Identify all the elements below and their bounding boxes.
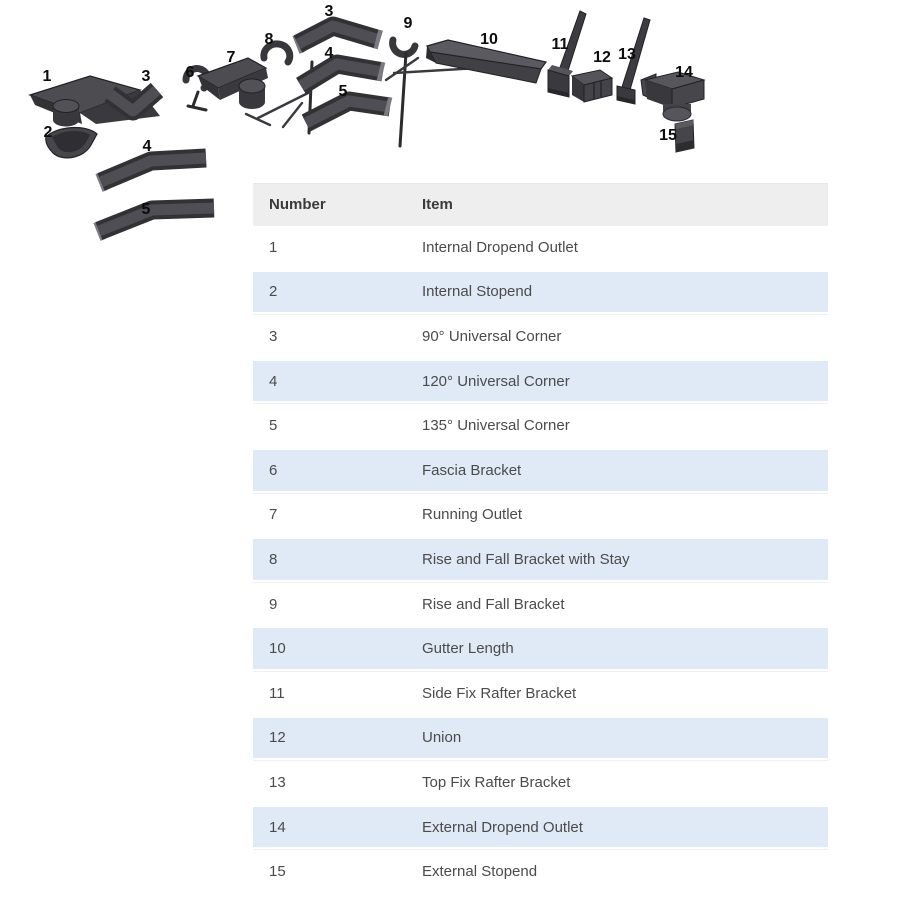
- table-row: [253, 537, 828, 582]
- part-label-external-dropend-outlet: 14: [675, 64, 693, 81]
- row-number-cell: 3: [269, 327, 278, 345]
- table-row: [253, 582, 828, 627]
- row-item-cell: Running Outlet: [422, 506, 523, 524]
- part-label-rise-and-fall-bracket-with-stay: 8: [264, 31, 274, 48]
- row-item-cell: Fascia Bracket: [422, 461, 522, 479]
- external-dropend-outlet-illustration: [641, 72, 704, 121]
- row-number-cell: 7: [269, 506, 278, 524]
- row-number-cell: 8: [269, 550, 278, 568]
- table-row: [253, 760, 828, 805]
- table-row: [253, 225, 828, 270]
- table-row: [253, 626, 828, 671]
- parts-table: [253, 183, 828, 894]
- part-label-internal-dropend-outlet: 1: [42, 68, 52, 85]
- row-number-cell: 2: [269, 283, 278, 301]
- header-item: Item: [422, 196, 453, 213]
- part-label-internal-stopend: 2: [43, 124, 53, 141]
- row-number-cell: 1: [269, 238, 278, 256]
- row-number-cell: 11: [269, 684, 285, 702]
- part-label-fascia-bracket: 6: [185, 64, 195, 81]
- row-number-cell: 15: [269, 863, 286, 881]
- part-label-135-universal-corner-left: 5: [141, 201, 151, 218]
- part-label-external-stopend: 15: [659, 127, 677, 144]
- corner-120-illustration: [301, 64, 383, 86]
- table-row: [253, 716, 828, 761]
- part-label-120-universal-corner: 4: [324, 45, 334, 62]
- part-label-top-fix-rafter-bracket: 13: [618, 46, 636, 63]
- table-row: [253, 403, 828, 448]
- union-illustration: [572, 70, 612, 102]
- table-row: [253, 805, 828, 850]
- table-row: [253, 270, 828, 315]
- table-row: [253, 314, 828, 359]
- table-row: [253, 493, 828, 538]
- corner-135-illustration: [306, 101, 390, 123]
- part-label-90-universal-corner-left: 3: [141, 68, 151, 85]
- corner-120-left-illustration: [99, 158, 206, 183]
- row-item-cell: Rise and Fall Bracket: [422, 595, 565, 613]
- row-item-cell: External Stopend: [422, 863, 538, 881]
- part-label-running-outlet: 7: [226, 49, 236, 66]
- gutter-length-illustration: [426, 40, 546, 83]
- part-label-90-universal-corner: 3: [324, 3, 334, 20]
- row-number-cell: 5: [269, 417, 278, 435]
- part-label-135-universal-corner: 5: [338, 83, 348, 100]
- row-number-cell: 10: [269, 640, 286, 658]
- internal-stopend-illustration: [46, 128, 97, 158]
- row-item-cell: 135° Universal Corner: [422, 417, 570, 435]
- row-number-cell: 13: [269, 773, 286, 791]
- part-label-rise-and-fall-bracket: 9: [403, 15, 413, 32]
- part-label-union: 12: [593, 49, 611, 66]
- row-number-cell: 12: [269, 729, 286, 747]
- row-item-cell: Side Fix Rafter Bracket: [422, 684, 577, 702]
- part-label-gutter-length: 10: [480, 31, 498, 48]
- external-stopend-illustration: [675, 120, 694, 152]
- row-item-cell: Rise and Fall Bracket with Stay: [422, 550, 630, 568]
- part-label-side-fix-rafter-bracket: 11: [551, 36, 569, 53]
- corner-135-left-illustration: [97, 208, 214, 232]
- row-item-cell: 90° Universal Corner: [422, 327, 562, 345]
- row-number-cell: 6: [269, 461, 278, 479]
- table-row: [253, 448, 828, 493]
- part-label-120-universal-corner-left: 4: [142, 138, 152, 155]
- table-header-row: [253, 184, 828, 225]
- corner-90-illustration: [296, 26, 380, 45]
- running-outlet-illustration: [198, 58, 268, 109]
- row-item-cell: Gutter Length: [422, 640, 514, 658]
- table-row: [253, 671, 828, 716]
- table-row: [253, 359, 828, 404]
- row-item-cell: External Dropend Outlet: [422, 818, 583, 836]
- row-item-cell: Internal Dropend Outlet: [422, 238, 578, 256]
- row-number-cell: 14: [269, 818, 286, 836]
- row-number-cell: 9: [269, 595, 278, 613]
- row-item-cell: Top Fix Rafter Bracket: [422, 773, 571, 791]
- row-number-cell: 4: [269, 372, 278, 390]
- row-item-cell: Union: [422, 729, 462, 747]
- row-item-cell: Internal Stopend: [422, 283, 533, 301]
- row-item-cell: 120° Universal Corner: [422, 372, 570, 390]
- table-row: [253, 849, 828, 894]
- table-body: [253, 225, 828, 894]
- header-number: Number: [269, 196, 326, 213]
